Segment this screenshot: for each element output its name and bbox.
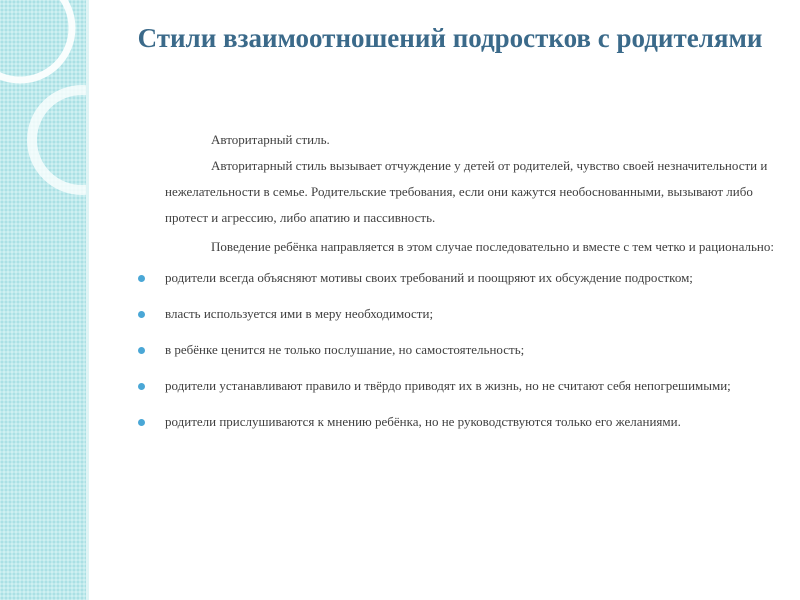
list-item-text: власть используется ими в меру необходимости;: [165, 306, 434, 321]
bullet-dot-icon: [138, 383, 145, 390]
list-item-text: родители прислушиваются к мнению ребёнка, но не руководствуются только его желаниями.: [165, 414, 681, 429]
list-item: [165, 301, 785, 327]
bullet-dot-icon: [138, 311, 145, 318]
paragraph-behavior: Поведение ребёнка направляется в этом случае последовательно и вместе с тем четко и рационально:: [211, 239, 774, 254]
list-item: [165, 265, 785, 291]
list-item-text: родители всегда объясняют мотивы своих требований и поощряют их обсуждение подростком;: [165, 270, 693, 285]
list-item-text: в ребёнке ценится не только послушание, но самостоятельность;: [165, 342, 525, 357]
slide-title: Стили взаимоотношений подростков с родителями: [137, 23, 763, 53]
bullet-list: [165, 265, 785, 435]
list-item: [165, 409, 785, 435]
list-item: [165, 373, 785, 399]
bullet-dot-icon: [138, 347, 145, 354]
list-item: [165, 337, 785, 363]
decorative-side-panel: [0, 0, 88, 600]
decorative-rings-icon: [0, 0, 88, 600]
side-panel-edge: [86, 0, 89, 600]
list-item-text: родители устанавливают правило и твёрдо приводят их в жизнь, но не считают себя непогрешимыми;: [165, 378, 731, 393]
bullet-dot-icon: [138, 419, 145, 426]
bullet-dot-icon: [138, 275, 145, 282]
paragraph-description: Авторитарный стиль вызывает отчуждение у детей от родителей, чувство своей незначительности и нежелательности в семье. Родительские требования, если они кажутся необоснованными, вызывают либо протест и агрессию, либо апатию и пассивность.: [165, 158, 768, 225]
style-heading: Авторитарный стиль.: [211, 132, 330, 147]
slide-content: [165, 127, 785, 445]
